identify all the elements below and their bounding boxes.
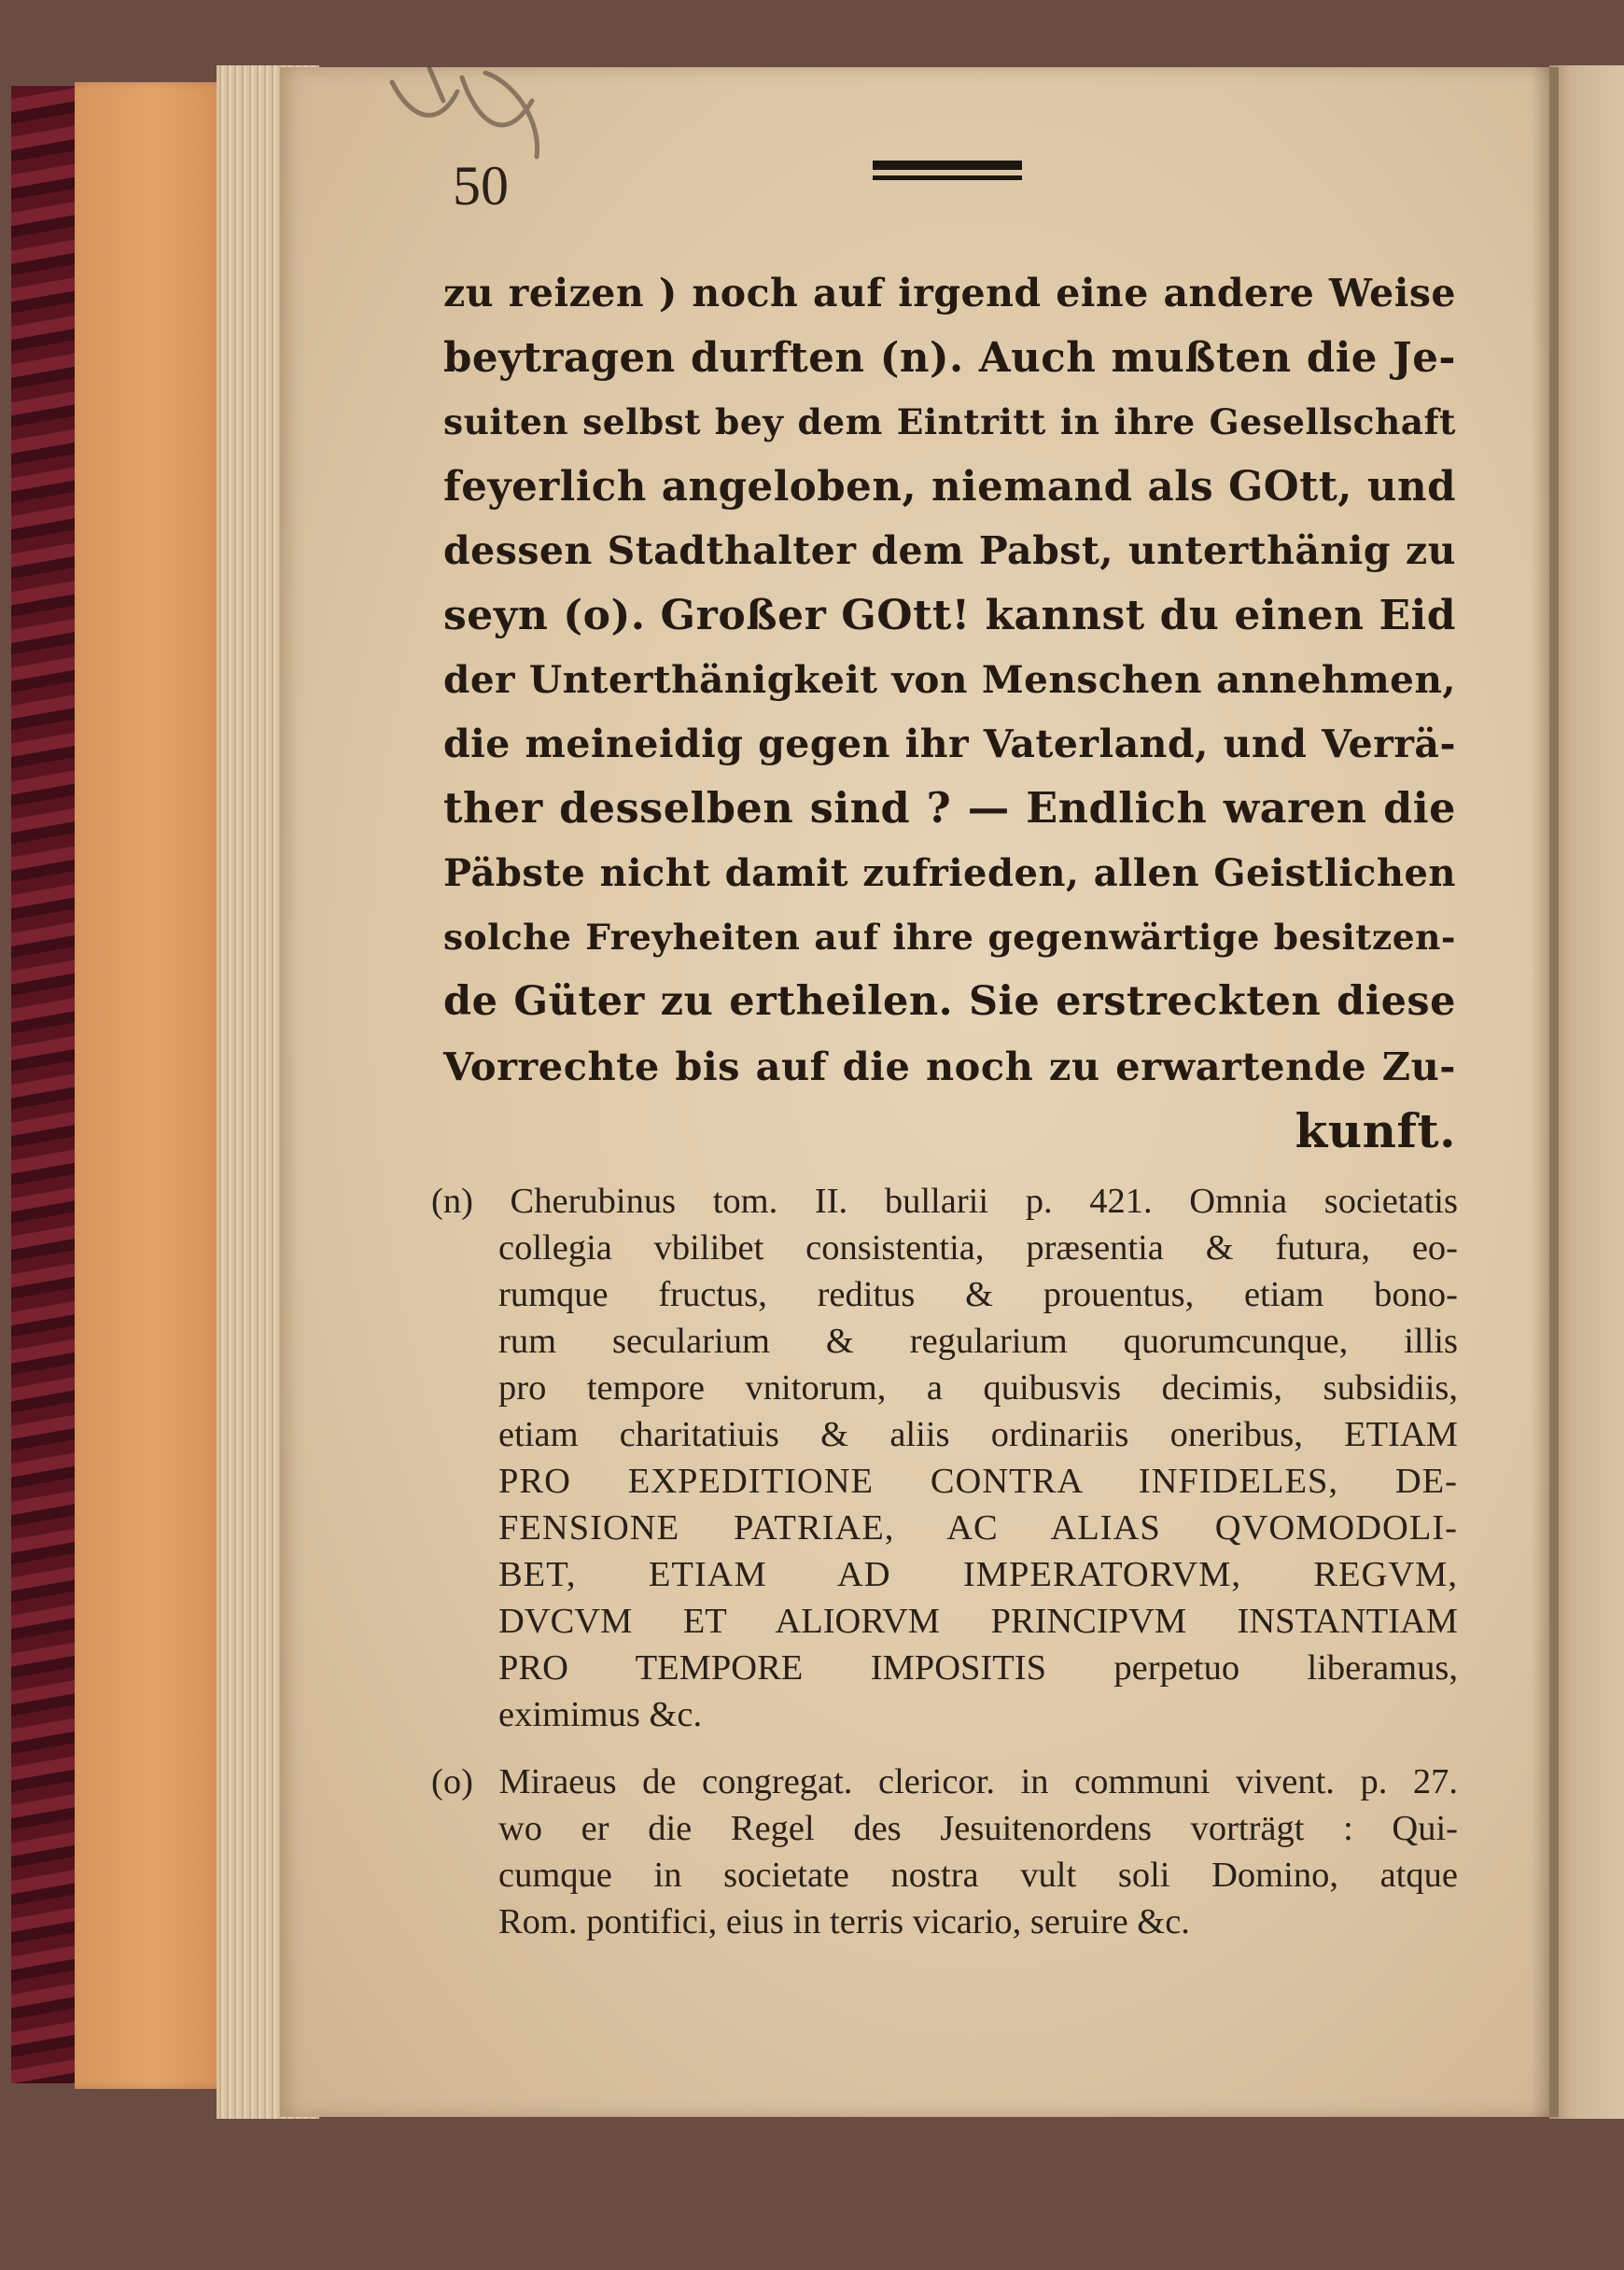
- footnote-n-line: (n) Cherubinus tom. II. bullarii p. 421. Omnia societatis: [431, 1182, 1458, 1221]
- book-cover-board: [75, 82, 233, 2089]
- main-text-block: [443, 261, 1456, 1163]
- facing-page-edge: [1549, 65, 1624, 2119]
- header-rule: [873, 161, 1022, 187]
- footnote-o-line: (o) Miraeus de congregat. clericor. in communi vivent. p. 27.: [431, 1762, 1458, 1801]
- footnote-n-line: eximimus &c.: [498, 1695, 703, 1734]
- footnote-n-line: FENSIONE PATRIAE, AC ALIAS QVOMODOLI-: [498, 1508, 1458, 1548]
- footnote-n-line: collegia vbilibet consistentia, præsentia & futura, eo-: [498, 1228, 1458, 1268]
- main-text-line: beytragen durften (n). Auch mußten die Je-: [443, 334, 1456, 382]
- main-text-line: suiten selbst bey dem Eintritt in ihre Gesellschaft: [443, 401, 1456, 442]
- main-text-line: feyerlich angeloben, niemand als GOtt, und: [443, 463, 1456, 511]
- footnote-n-line: rum secularium & regularium quorumcunque, illis: [498, 1322, 1458, 1361]
- page-number: 50: [453, 155, 509, 217]
- main-text-line: ther desselben sind ? — Endlich waren die: [443, 784, 1456, 833]
- main-text-line: solche Freyheiten auf ihre gegenwärtige besitzen-: [443, 917, 1456, 958]
- footnote-n-line: etiam charitatiuis & aliis ordinariis oneribus, ETIAM: [498, 1415, 1458, 1454]
- main-text-line: Vorrechte bis auf die noch zu erwartende Zu-: [443, 1044, 1456, 1089]
- main-text-line: der Unterthänigkeit von Menschen annehmen,: [443, 657, 1456, 702]
- footnote-n-line: rumque fructus, reditus & prouentus, etiam bono-: [498, 1275, 1458, 1314]
- footnote-n-line: PRO TEMPORE IMPOSITIS perpetuo liberamus,: [498, 1648, 1458, 1688]
- footnote-n-line: BET, ETIAM AD IMPERATORVM, REGVM,: [498, 1555, 1458, 1594]
- header-rule-thick: [873, 161, 1022, 170]
- footnote-n-line: pro tempore vnitorum, a quibusvis decimis, subsidiis,: [498, 1368, 1458, 1408]
- footnote-gap: [431, 1738, 1458, 1759]
- main-text-line: zu reizen ) noch auf irgend eine andere Weise: [443, 271, 1456, 315]
- gutter-shadow: [1531, 67, 1559, 2117]
- footnote-o-line: cumque in societate nostra vult soli Domino, atque: [498, 1856, 1458, 1895]
- footnote-n-line: PRO EXPEDITIONE CONTRA INFIDELES, DE-: [498, 1462, 1458, 1501]
- footnote-o-line: wo er die Regel des Jesuitenordens vorträgt : Qui-: [498, 1809, 1458, 1848]
- main-text-line: Päbste nicht damit zufrieden, allen Geistlichen: [443, 851, 1456, 895]
- main-text-line: de Güter zu ertheilen. Sie erstreckten diese: [443, 978, 1456, 1025]
- footnote-n-line: DVCVM ET ALIORVM PRINCIPVM INSTANTIAM: [498, 1602, 1458, 1641]
- footnotes-block: [431, 1178, 1458, 1945]
- marbled-spine: [11, 86, 77, 2083]
- main-text-line: dessen Stadthalter dem Pabst, unterthänig zu: [443, 528, 1456, 573]
- main-text-line: kunft.: [1295, 1103, 1456, 1158]
- footnote-o-line: Rom. pontifici, eius in terris vicario, seruire &c.: [498, 1902, 1190, 1941]
- header-rule-thin: [873, 175, 1022, 180]
- main-text-line: die meineidig gegen ihr Vaterland, und Verrä-: [443, 722, 1456, 766]
- main-text-line: seyn (o). Großer GOtt! kannst du einen Eid: [443, 592, 1456, 639]
